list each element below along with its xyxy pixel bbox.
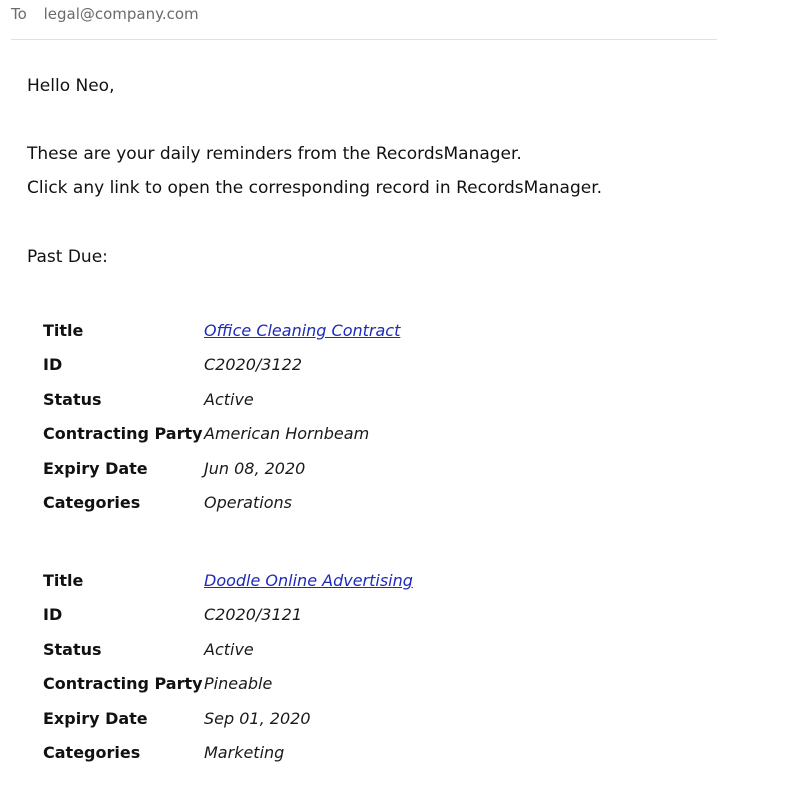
record-contracting-party-value: Pineable bbox=[204, 674, 273, 694]
record-card bbox=[43, 320, 603, 526]
greeting: Hello Neo, bbox=[27, 76, 115, 96]
record-row-title bbox=[43, 570, 603, 604]
recipient-address[interactable]: legal@company.com bbox=[43, 5, 199, 23]
field-label-categories: Categories bbox=[43, 742, 141, 762]
field-label-title: Title bbox=[43, 321, 84, 340]
record-expiry-date-value: Sep 01, 2020 bbox=[204, 708, 311, 728]
record-row-contracting-party bbox=[43, 423, 603, 457]
record-contracting-party-value: American Hornbeam bbox=[204, 424, 370, 444]
recipient-row bbox=[11, 5, 199, 23]
record-row-id bbox=[43, 354, 603, 388]
record-id-value: C2020/3122 bbox=[204, 355, 302, 375]
field-label-id: ID bbox=[43, 355, 63, 375]
field-label-status: Status bbox=[43, 639, 102, 659]
record-id-value: C2020/3121 bbox=[204, 605, 302, 625]
field-label-status: Status bbox=[43, 389, 102, 409]
field-label-contracting-party: Contracting Party bbox=[43, 674, 203, 694]
to-label: To bbox=[11, 5, 27, 23]
record-row-expiry-date bbox=[43, 458, 603, 492]
record-row-categories bbox=[43, 742, 603, 776]
record-categories-value: Marketing bbox=[204, 742, 285, 762]
record-row-contracting-party bbox=[43, 673, 603, 707]
record-status-value: Active bbox=[204, 389, 254, 409]
field-label-expiry-date: Expiry Date bbox=[43, 458, 148, 478]
record-row-categories bbox=[43, 492, 603, 526]
record-row-status bbox=[43, 639, 603, 673]
record-card bbox=[43, 570, 603, 776]
field-label-title: Title bbox=[43, 571, 84, 590]
record-title-link[interactable]: Doodle Online Advertising bbox=[204, 571, 413, 590]
record-row-expiry-date bbox=[43, 708, 603, 742]
instruction-line: Click any link to open the corresponding record in RecordsManager. bbox=[27, 178, 603, 198]
record-row-status bbox=[43, 389, 603, 423]
record-row-id bbox=[43, 604, 603, 638]
record-expiry-date-value: Jun 08, 2020 bbox=[204, 458, 306, 478]
section-heading-past-due: Past Due: bbox=[27, 247, 108, 267]
record-categories-value: Operations bbox=[204, 492, 292, 512]
header-divider bbox=[11, 39, 717, 40]
field-label-expiry-date: Expiry Date bbox=[43, 708, 148, 728]
field-label-contracting-party: Contracting Party bbox=[43, 424, 203, 444]
record-row-title bbox=[43, 320, 603, 354]
intro-line: These are your daily reminders from the RecordsManager. bbox=[27, 144, 522, 164]
record-title-link[interactable]: Office Cleaning Contract bbox=[204, 321, 401, 340]
record-status-value: Active bbox=[204, 639, 254, 659]
field-label-categories: Categories bbox=[43, 492, 141, 512]
field-label-id: ID bbox=[43, 605, 63, 625]
